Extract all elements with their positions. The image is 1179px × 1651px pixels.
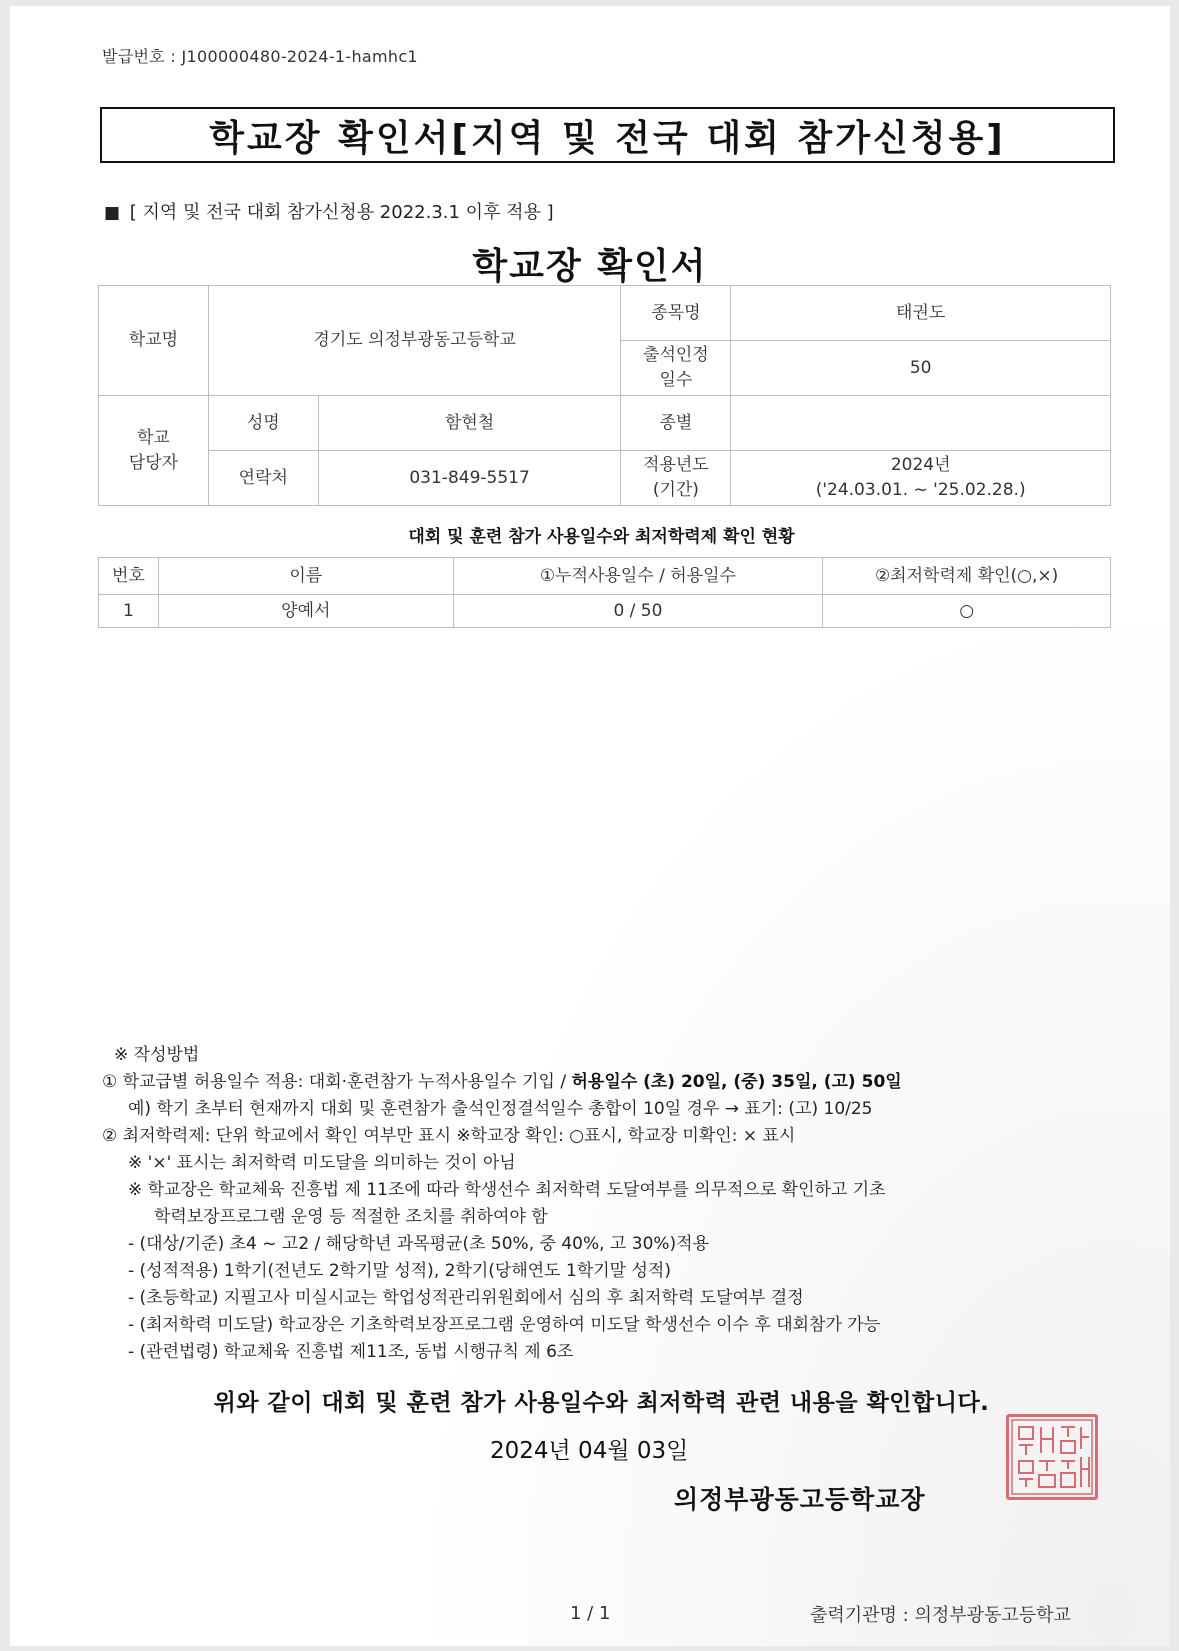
detail-related-law: - (관련법령) 학교체육 진흥법 제11조, 동법 시행규칙 제 6조 [128, 1342, 574, 1362]
row-student-name: 양예서 [158, 595, 453, 628]
instructions-heading: ※ 작성방법 [114, 1045, 200, 1065]
manager-name-label: 성명 [208, 396, 318, 451]
category-label: 종별 [621, 396, 731, 451]
contact-label: 연락처 [208, 451, 318, 506]
issuing-institution: 출력기관명 : 의정부광동고등학교 [810, 1605, 1071, 1626]
row-used-days: 0 / 50 [453, 595, 823, 628]
instruction-2-note-a: ※ '×' 표시는 최저학력 미도달을 의미하는 것이 아님 [128, 1153, 516, 1173]
attendance-days-label-line1: 출석인정 [643, 345, 709, 365]
instruction-2: ② 최저학력제: 단위 학교에서 확인 여부만 표시 ※학교장 확인: ○표시, 학교장 미확인: × 표시 [102, 1126, 796, 1146]
instruction-2-note-b: ※ 학교장은 학교체육 진흥법 제 11조에 따라 학생선수 최저학력 도달여부를 의무적으로 확인하고 기초 [128, 1180, 886, 1200]
detail-not-reached: - (최저학력 미도달) 학교장은 기초학력보장프로그램 운영하여 미도달 학생선수 이수 후 대회참가 가능 [128, 1315, 881, 1335]
table-row [99, 595, 1111, 628]
applicable-year-value-line1: 2024년 [890, 455, 951, 475]
subtitle [104, 198, 554, 224]
instruction-1 [102, 1069, 902, 1096]
info-row [99, 286, 1111, 341]
school-name-label: 학교명 [99, 286, 209, 396]
page-number: 1 / 1 [570, 1603, 611, 1624]
subtitle-text: [ 지역 및 전국 대회 참가신청용 2022.3.1 이후 적용 ] [129, 202, 554, 223]
column-header-min-academic: ②최저학력제 확인(○,×) [823, 558, 1111, 595]
info-row [99, 396, 1111, 451]
applicable-year-value-line2: ('24.03.01. ~ '25.02.28.) [815, 480, 1026, 500]
seal-icon [1009, 1417, 1095, 1497]
contact-value: 031-849-5517 [318, 451, 621, 506]
detail-elementary: - (초등학교) 지필고사 미실시교는 학업성적관리위원회에서 심의 후 최저학력 도달여부 결정 [128, 1288, 804, 1308]
principal-signature: 의정부광동고등학교장 [674, 1485, 926, 1514]
manager-name-value: 함현철 [318, 396, 621, 451]
applicable-year-value [731, 451, 1111, 506]
confirmation-statement: 위와 같이 대회 및 훈련 참가 사용일수와 최저학력 관련 내용을 확인합니다. [213, 1390, 990, 1416]
square-bullet-icon: ■ [104, 203, 121, 223]
attendance-days-value: 50 [731, 341, 1111, 396]
instruction-1-bold: 허용일수 (초) 20일, (중) 35일, (고) 50일 [571, 1072, 902, 1092]
status-table [98, 557, 1111, 628]
school-manager-label-line1: 학교 [137, 427, 170, 448]
column-header-number: 번호 [99, 558, 159, 595]
detail-grades: - (성적적용) 1학기(전년도 2학기말 성적), 2학기(당해연도 1학기말 성적) [128, 1261, 671, 1281]
info-row [99, 451, 1111, 506]
row-min-academic-check: ○ [823, 595, 1111, 628]
school-manager-label-line2: 담당자 [128, 452, 179, 473]
school-manager-label [99, 396, 209, 506]
applicable-year-label [621, 451, 731, 506]
row-number: 1 [99, 595, 159, 628]
column-header-name: 이름 [158, 558, 453, 595]
issue-number: 발급번호 : J100000480-2024-1-hamhc1 [102, 47, 418, 66]
official-seal-stamp [1006, 1414, 1098, 1500]
writing-instructions [102, 1042, 902, 1366]
main-heading: 학교장 확인서 [472, 246, 708, 287]
instruction-1-example: 예) 학기 초부터 현재까지 대회 및 훈련참가 출석인정결석일수 총합이 10일 경우 → 표기: (고) 10/25 [128, 1099, 873, 1119]
status-section-title: 대회 및 훈련 참가 사용일수와 최저학력제 확인 현황 [408, 527, 795, 547]
school-name-value: 경기도 의정부광동고등학교 [208, 286, 621, 396]
status-header-row [99, 558, 1111, 595]
column-header-used-days: ①누적사용일수 / 허용일수 [453, 558, 823, 595]
applicable-year-label-line1: 적용년도 [643, 455, 709, 475]
school-info-table [98, 285, 1111, 506]
attendance-days-label-line2: 일수 [659, 370, 693, 390]
document-title: 학교장 확인서[지역 및 전국 대회 참가신청용] [209, 117, 1006, 159]
category-value [731, 396, 1111, 451]
event-value: 태권도 [731, 286, 1111, 341]
instruction-2-note-b-cont: 학력보장프로그램 운영 등 적절한 조치를 취하여야 함 [154, 1207, 548, 1227]
detail-target: - (대상/기준) 초4 ~ 고2 / 해당학년 과목평균(초 50%, 중 40%, 고 30%)적용 [128, 1234, 710, 1254]
issue-date: 2024년 04월 03일 [490, 1438, 689, 1464]
instruction-1-text: ① 학교급별 허용일수 적용: 대회·훈련참가 누적사용일수 기입 / [102, 1072, 572, 1092]
event-label: 종목명 [621, 286, 731, 341]
document-page [10, 6, 1170, 1646]
applicable-year-label-line2: (기간) [652, 480, 699, 500]
attendance-days-label [621, 341, 731, 396]
document-title-box [100, 107, 1115, 163]
